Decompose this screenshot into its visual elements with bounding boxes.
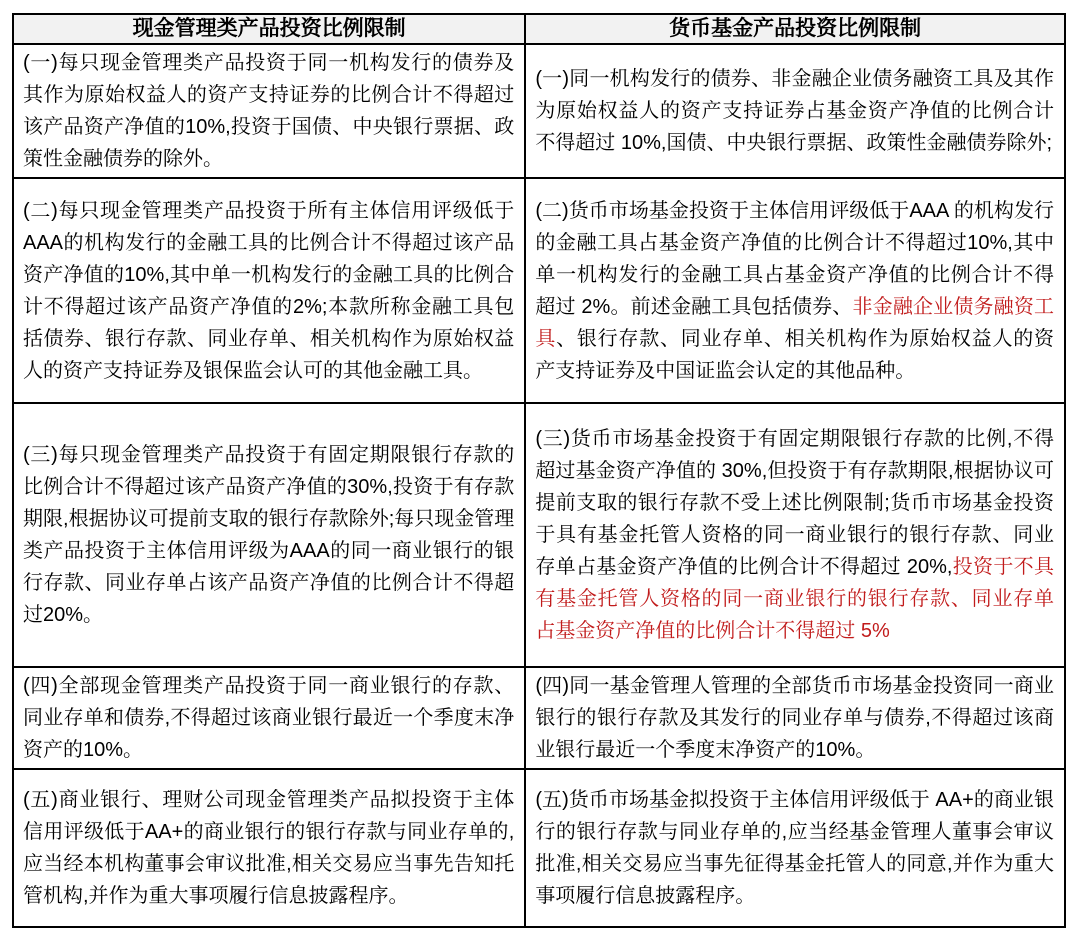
table-row [13,769,1065,927]
cell-fund [525,769,1065,927]
comparison-table-body [13,44,1065,927]
red-emphasis-segment: 投资于不具有基金托管人资格的同一商业银行的银行存款、同业存单占基金资产净值的比例合计不得超过 5% [535,556,1054,642]
column-header-cash-management: 现金管理类产品投资比例限制 [13,14,525,44]
cell-cash [13,178,525,403]
text-segment: (三)货币市场基金投资于有固定期限银行存款的比例,不得超过基金资产净值的 30%,但投资于有存款期限,根据协议可提前支取的银行存款不受上述比例限制;货币市场基金投资于具有基金托管人资格的同一商业银行的银行存款、同业存单占基金资产净值的比例合计不得超过 20%, [535,428,1054,578]
cell-paragraph [23,47,514,175]
cell-paragraph [23,195,514,387]
header-row [13,14,1065,44]
cell-fund [525,667,1065,769]
text-segment: (五)货币市场基金拟投资于主体信用评级低于 AA+的商业银行的银行存款与同业存单的,应当经基金管理人董事会审议批准,相关交易应当事先征得基金托管人的同意,并作为重大事项履行信息披露程序。 [535,789,1054,907]
document-page [12,13,1066,928]
text-segment: (一)每只现金管理类产品投资于同一机构发行的债券及其作为原始权益人的资产支持证券的比例合计不得超过该产品资产净值的10%,投资于国债、中央银行票据、政策性金融债券的除外。 [23,52,515,170]
cell-cash [13,667,525,769]
comparison-table [12,13,1066,928]
text-segment: (二)货币市场基金投资于主体信用评级低于AAA 的机构发行的金融工具占基金资产净值的比例合计不得超过10%,其中单一机构发行的金融工具占基金资产净值的比例合计不得超过 2%。前述金融工具包括债券、 [535,199,1054,318]
cell-paragraph [535,423,1054,647]
cell-paragraph [535,63,1054,159]
text-segment: (三)每只现金管理类产品投资于有固定期限银行存款的比例合计不得超过该产品资产净值的30%,投资于有存款期限,根据协议可提前支取的银行存款除外;每只现金管理类产品投资于主体信用评级为AAA的同一商业银行的银行存款、同业存单占该产品资产净值的比例合计不得超过20%。 [23,444,515,626]
cell-paragraph [535,195,1054,387]
cell-fund [525,178,1065,403]
text-segment: 、银行存款、同业存单、相关机构作为原始权益人的资产支持证券及中国证监会认定的其他品种。 [535,327,1055,382]
red-emphasis-segment: 非金融企业债务融资工具 [535,295,1055,350]
cell-paragraph [535,784,1054,912]
cell-paragraph [23,439,514,631]
cell-paragraph [23,670,514,766]
table-row [13,403,1065,667]
table-row [13,667,1065,769]
table-row [13,178,1065,403]
text-segment: (四)同一基金管理人管理的全部货币市场基金投资同一商业银行的银行存款及其发行的同业存单与债券,不得超过该商业银行最近一个季度末净资产的10%。 [535,675,1054,761]
text-segment: (五)商业银行、理财公司现金管理类产品拟投资于主体信用评级低于AA+的商业银行的银行存款与同业存单的,应当经本机构董事会审议批准,相关交易应当事先告知托管机构,并作为重大事项履行信息披露程序。 [23,789,515,907]
text-segment: (二)每只现金管理类产品投资于所有主体信用评级低于AAA的机构发行的金融工具的比例合计不得超过该产品资产净值的10%,其中单一机构发行的金融工具的比例合计不得超过该产品资产净值的2%;本款所称金融工具包括债券、银行存款、同业存单、相关机构作为原始权益人的资产支持证券及银保监会认可的其他金融工具。 [23,199,515,382]
cell-fund [525,44,1065,178]
cell-paragraph [23,784,514,912]
table-row [13,44,1065,178]
cell-cash [13,44,525,178]
text-segment: (一)同一机构发行的债券、非金融企业债务融资工具及其作为原始权益人的资产支持证券占基金资产净值的比例合计不得超过 10%,国债、中央银行票据、政策性金融债券除外; [535,68,1054,154]
text-segment: (四)全部现金管理类产品投资于同一商业银行的存款、同业存单和债券,不得超过该商业银行最近一个季度末净资产的10%。 [23,675,515,761]
cell-cash [13,769,525,927]
cell-fund [525,403,1065,667]
cell-paragraph [535,670,1054,766]
column-header-money-fund: 货币基金产品投资比例限制 [525,14,1065,44]
cell-cash [13,403,525,667]
